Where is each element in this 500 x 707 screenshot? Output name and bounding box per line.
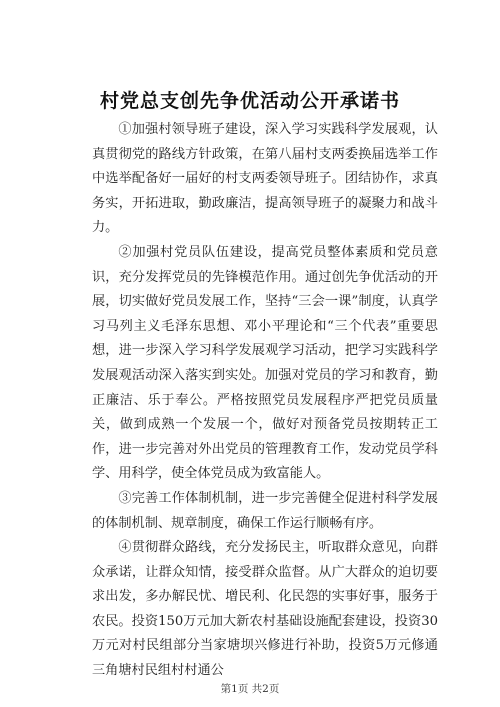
page-number-footer: 第1页 共2页 bbox=[220, 683, 280, 695]
document-title: 村党总支创先争优活动公开承诺书 bbox=[99, 90, 400, 112]
paragraph-3: ③完善工作体制机制，进一步完善健全促进村科学发展的体制机制、规章制度，确保工作运行顺畅有序。 bbox=[92, 490, 438, 531]
document-body bbox=[92, 118, 438, 684]
paragraph-1: ①加强村领导班子建设，深入学习实践科学发展观，认真贯彻党的路线方针政策，在第八届村支两委换届选举工作中选举配备好一届好的村支两委领导班子。团结协作，求真务实，开拓进取，勤政廉洁，提高领导班子的凝聚力和战斗力。 bbox=[92, 122, 438, 236]
paragraph-2: ②加强村党员队伍建设，提高党员整体素质和党员意识，充分发挥党员的先锋模范作用。通过创先争优活动的开展，切实做好党员发展工作，坚持“三会一课”制度，认真学习马列主义毛泽东思想、邓小平理论和“三个代表”重要思想，进一步深入学习科学发展观学习活动，把学习实践科学发展观活动深入落实到实处。加强对党员的学习和教育，勤正廉洁、乐于奉公。严格按照党员发展程序严把党员质量关，做到成熟一个发展一个，做好对预备党员按期转正工作，进一步完善对外出党员的管理教育工作，发动党员学科学、用科学，使全体党员成为致富能人。 bbox=[92, 244, 438, 482]
paragraph-4: ④贯彻群众路线，充分发扬民主，听取群众意见，向群众承诺，让群众知情，接受群众监督。从广大群众的迫切要求出发，多办解民忧、增民利、化民怨的实事好事，服务于农民。投资150万元加大新农村基础设施配套建设，投资30万元对村民组部分当家塘坝兴修进行补助，投资5万元修通三角塘村民组村村通公 bbox=[92, 540, 438, 679]
